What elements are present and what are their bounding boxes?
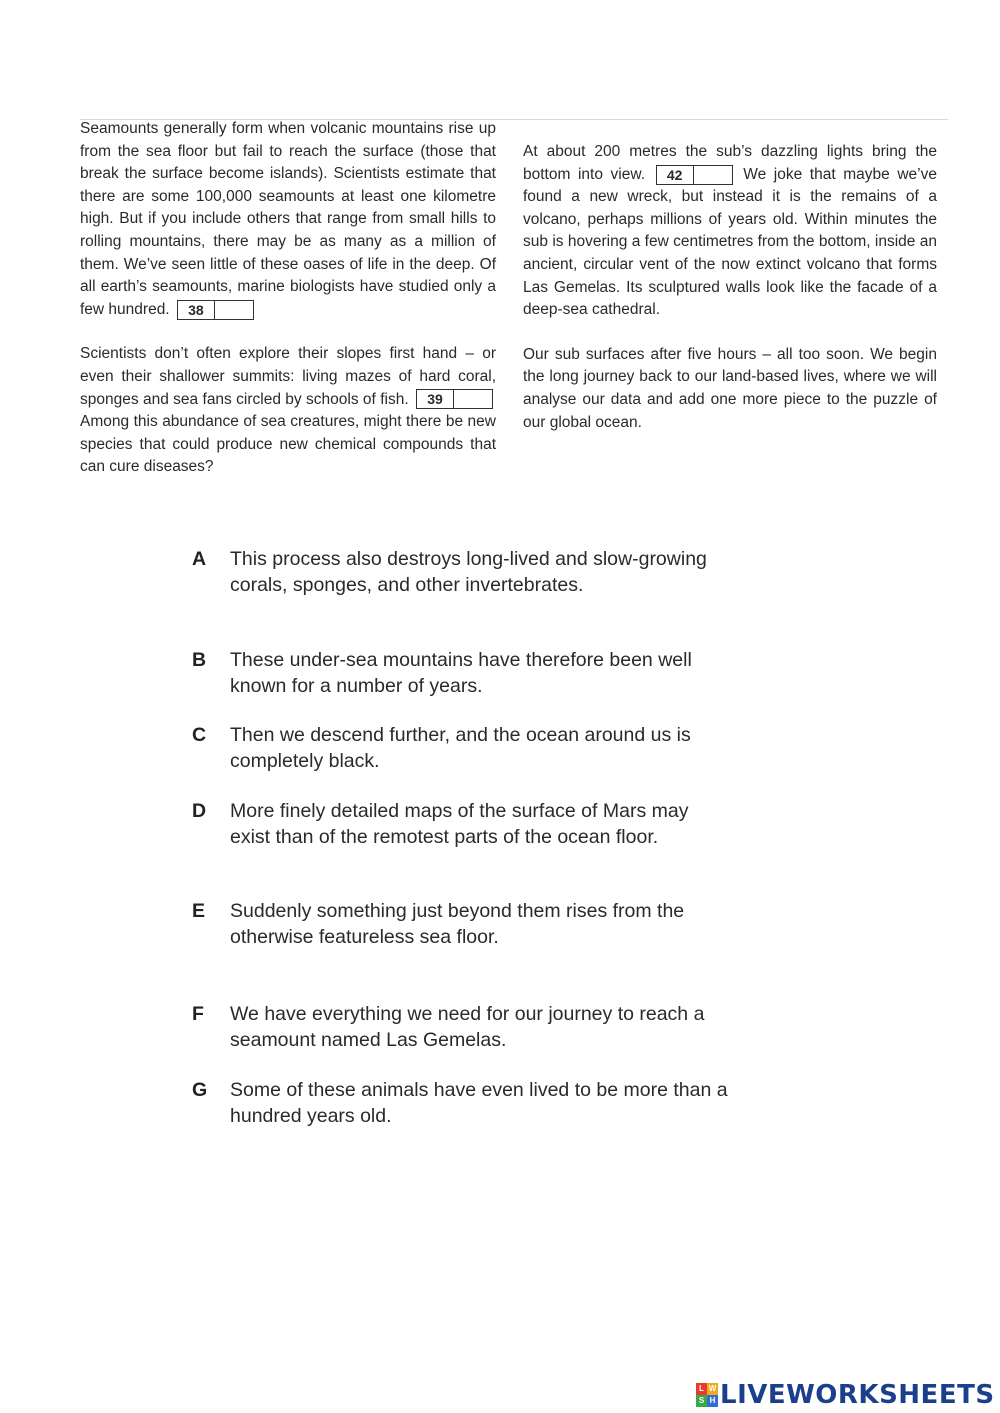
option-d bbox=[192, 799, 730, 850]
passage-left-column bbox=[80, 118, 496, 501]
option-text: Suddenly something just beyond them rises from the otherwise featureless sea floor. bbox=[230, 900, 685, 948]
gap-39-box bbox=[416, 389, 493, 409]
gap-42-box bbox=[656, 165, 733, 185]
passage-text: Scientists don’t often explore their slopes first hand – or even their shallower summits: living mazes of hard coral, sponges and sea fans circled by schools of fish. bbox=[80, 345, 496, 408]
passage-text: Our sub surfaces after five hours – all too soon. We begin the long journey back to our land-based lives, where we will analyse our data and add one more piece to the puzzle of our global ocean. bbox=[523, 345, 937, 431]
passage-paragraph bbox=[80, 343, 496, 479]
option-b bbox=[192, 648, 730, 699]
logo-mark-letter: L bbox=[696, 1383, 707, 1395]
gap-38-answer-input[interactable] bbox=[215, 301, 253, 319]
option-letter: E bbox=[192, 900, 206, 922]
option-letter: F bbox=[192, 1003, 204, 1025]
passage-text: Seamounts generally form when volcanic mountains rise up from the sea floor but fail to reach the surface (those that break the surface become islands). Scientists estimate that there are some 100,000 seamounts at least one kilometre high. But if you include others that range from small hills to rolling mountains, there may be as many as a million of them. We’ve seen little of these oases of life in the deep. Of all earth’s seamounts, marine biologists have studied only a few hundred. bbox=[80, 120, 496, 318]
passage-text: At about 200 metres the sub’s dazzling lights bring the bottom into view. bbox=[523, 143, 937, 183]
option-a bbox=[192, 547, 730, 598]
option-letter: C bbox=[192, 724, 207, 746]
passage-paragraph bbox=[80, 118, 496, 321]
gap-number: 42 bbox=[657, 166, 694, 184]
option-letter: B bbox=[192, 649, 207, 671]
logo-mark-letter: H bbox=[707, 1395, 718, 1407]
logo-mark-letter: W bbox=[708, 1384, 717, 1393]
option-c bbox=[192, 723, 730, 774]
option-text: This process also destroys long-lived and slow-growing corals, sponges, and other invertebrates. bbox=[230, 548, 707, 596]
gap-39-answer-input[interactable] bbox=[454, 390, 492, 408]
gap-number: 38 bbox=[178, 301, 215, 319]
option-text: We have everything we need for our journey to reach a seamount named Las Gemelas. bbox=[230, 1003, 705, 1051]
option-letter: D bbox=[192, 800, 207, 822]
passage-text: We joke that maybe we’ve found a new wreck, but instead it is the remains of a volcano, perhaps millions of years old. Within minutes the sub is hovering a few centimetres from the bottom, inside an ancient, circular vent of the now extinct volcano that forms Las Gemelas. Its sculptured walls look like the facade of a deep-sea cathedral. bbox=[523, 165, 937, 319]
liveworksheets-logo bbox=[696, 1380, 995, 1410]
option-letter: G bbox=[192, 1079, 208, 1101]
option-g bbox=[192, 1078, 730, 1129]
logo-text: LIVEWORKSHEETS bbox=[720, 1380, 995, 1410]
passage-right-column bbox=[523, 141, 937, 456]
option-text: These under-sea mountains have therefore been well known for a number of years. bbox=[230, 649, 692, 697]
passage-paragraph bbox=[523, 141, 937, 322]
gap-number: 39 bbox=[417, 390, 454, 408]
option-text: More finely detailed maps of the surface of Mars may exist than of the remotest parts of the ocean floor. bbox=[230, 800, 689, 848]
option-text: Then we descend further, and the ocean around us is completely black. bbox=[230, 724, 691, 772]
gap-42-answer-input[interactable] bbox=[694, 166, 732, 184]
option-letter: A bbox=[192, 548, 207, 570]
option-e bbox=[192, 899, 730, 950]
gap-38-box bbox=[177, 300, 254, 320]
option-f bbox=[192, 1002, 730, 1053]
passage-paragraph bbox=[523, 344, 937, 434]
passage-text: Among this abundance of sea creatures, might there be new species that could produce new chemical compounds that can cure diseases? bbox=[80, 413, 496, 476]
option-text: Some of these animals have even lived to be more than a hundred years old. bbox=[230, 1079, 728, 1127]
logo-mark-icon bbox=[696, 1383, 718, 1407]
logo-mark-letter: S bbox=[696, 1395, 707, 1407]
